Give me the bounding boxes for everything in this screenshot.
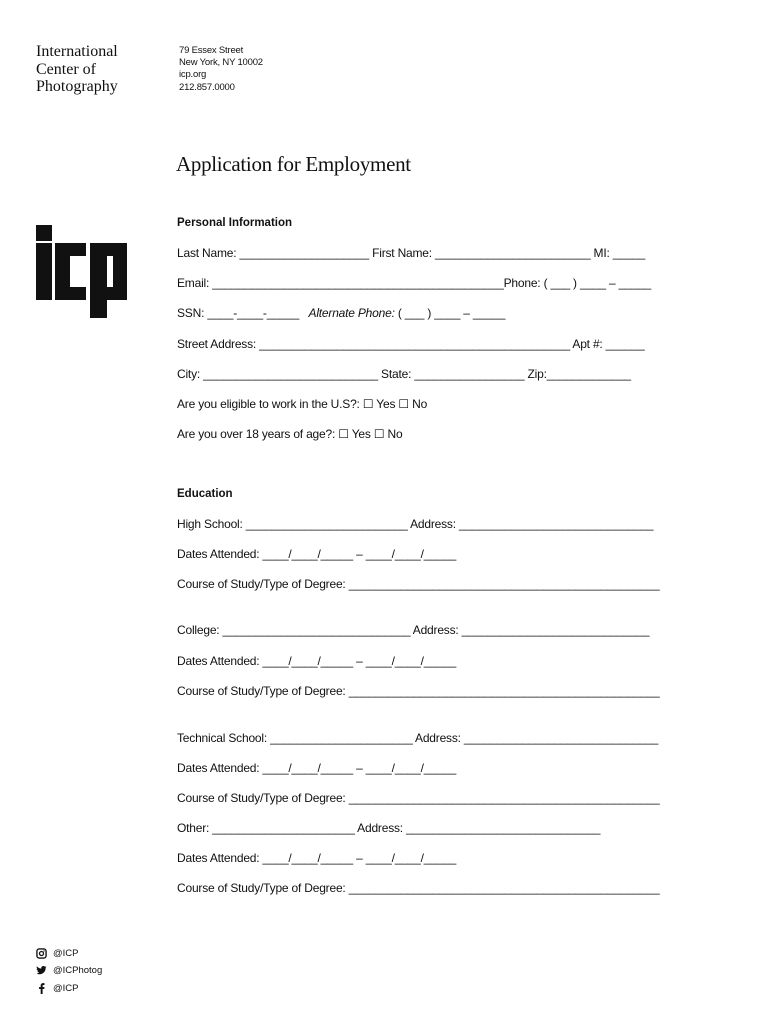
organization-name-line: International xyxy=(36,43,118,60)
website: icp.org xyxy=(179,69,207,81)
social-instagram[interactable] xyxy=(36,948,78,959)
page-title: Application for Employment xyxy=(176,152,411,176)
ssn-field[interactable]: SSN: ____-____-_____ xyxy=(177,306,300,320)
city-state-zip-fields[interactable]: City: ___________________________ State: _________________ Zip:_____________ xyxy=(177,367,631,381)
personal-information-heading: Personal Information xyxy=(177,217,293,229)
organization-name xyxy=(36,43,166,96)
icp-logo xyxy=(36,225,128,319)
college-fields[interactable]: College: _____________________________ Address: _____________________________ xyxy=(177,623,650,637)
social-facebook[interactable] xyxy=(36,983,78,994)
technical-school-dates[interactable]: Dates Attended: ____/____/_____ – ____/____/_____ xyxy=(177,761,457,775)
facebook-icon xyxy=(36,983,47,994)
twitter-handle[interactable]: @ICPhotog xyxy=(53,965,103,976)
street-address: 79 Essex Street xyxy=(179,45,244,56)
alternate-phone-label: Alternate Phone: xyxy=(308,306,395,320)
other-school-dates[interactable]: Dates Attended: ____/____/_____ – ____/____/_____ xyxy=(177,851,457,865)
college-course[interactable]: Course of Study/Type of Degree: ________________________________________________ xyxy=(177,684,660,698)
social-twitter[interactable] xyxy=(36,965,102,976)
twitter-icon xyxy=(36,965,47,976)
instagram-icon xyxy=(36,948,47,959)
high-school-fields[interactable]: High School: _________________________ Address: ______________________________ xyxy=(177,517,654,531)
ssn-alt-phone-fields[interactable] xyxy=(177,306,505,320)
organization-name-line: Center of xyxy=(36,60,96,78)
other-school-course[interactable]: Course of Study/Type of Degree: ________________________________________________ xyxy=(177,881,660,895)
college-dates[interactable]: Dates Attended: ____/____/_____ – ____/____/_____ xyxy=(177,654,457,668)
technical-school-fields[interactable]: Technical School: ______________________ Address: ______________________________ xyxy=(177,731,659,745)
organization-name-line: Photography xyxy=(36,78,118,95)
education-heading: Education xyxy=(177,488,233,500)
facebook-handle[interactable]: @ICP xyxy=(53,983,79,994)
street-address-field[interactable]: Street Address: ________________________________________________ Apt #: ______ xyxy=(177,337,645,351)
alternate-phone-field[interactable]: ( ___ ) ____ – _____ xyxy=(397,306,506,320)
address-block xyxy=(179,45,263,94)
age-question[interactable]: Are you over 18 years of age?: ☐ Yes ☐ No xyxy=(177,427,403,441)
high-school-dates[interactable]: Dates Attended: ____/____/_____ – ____/____/_____ xyxy=(177,547,457,561)
phone-number: 212.857.0000 xyxy=(179,81,235,93)
work-eligibility-question[interactable]: Are you eligible to work in the U.S?: ☐ Yes ☐ No xyxy=(177,397,428,411)
name-fields[interactable]: Last Name: ____________________ First Name: ________________________ MI: _____ xyxy=(177,246,646,260)
high-school-course[interactable]: Course of Study/Type of Degree: ________________________________________________ xyxy=(177,577,660,591)
email-phone-fields[interactable]: Email: _____________________________________________Phone: ( ___ ) ____ – _____ xyxy=(177,276,651,290)
instagram-handle[interactable]: @ICP xyxy=(53,948,79,959)
city-state-zip: New York, NY 10002 xyxy=(179,57,263,69)
technical-school-course[interactable]: Course of Study/Type of Degree: ________________________________________________ xyxy=(177,791,660,805)
other-school-fields[interactable]: Other: ______________________ Address: ______________________________ xyxy=(177,821,601,835)
